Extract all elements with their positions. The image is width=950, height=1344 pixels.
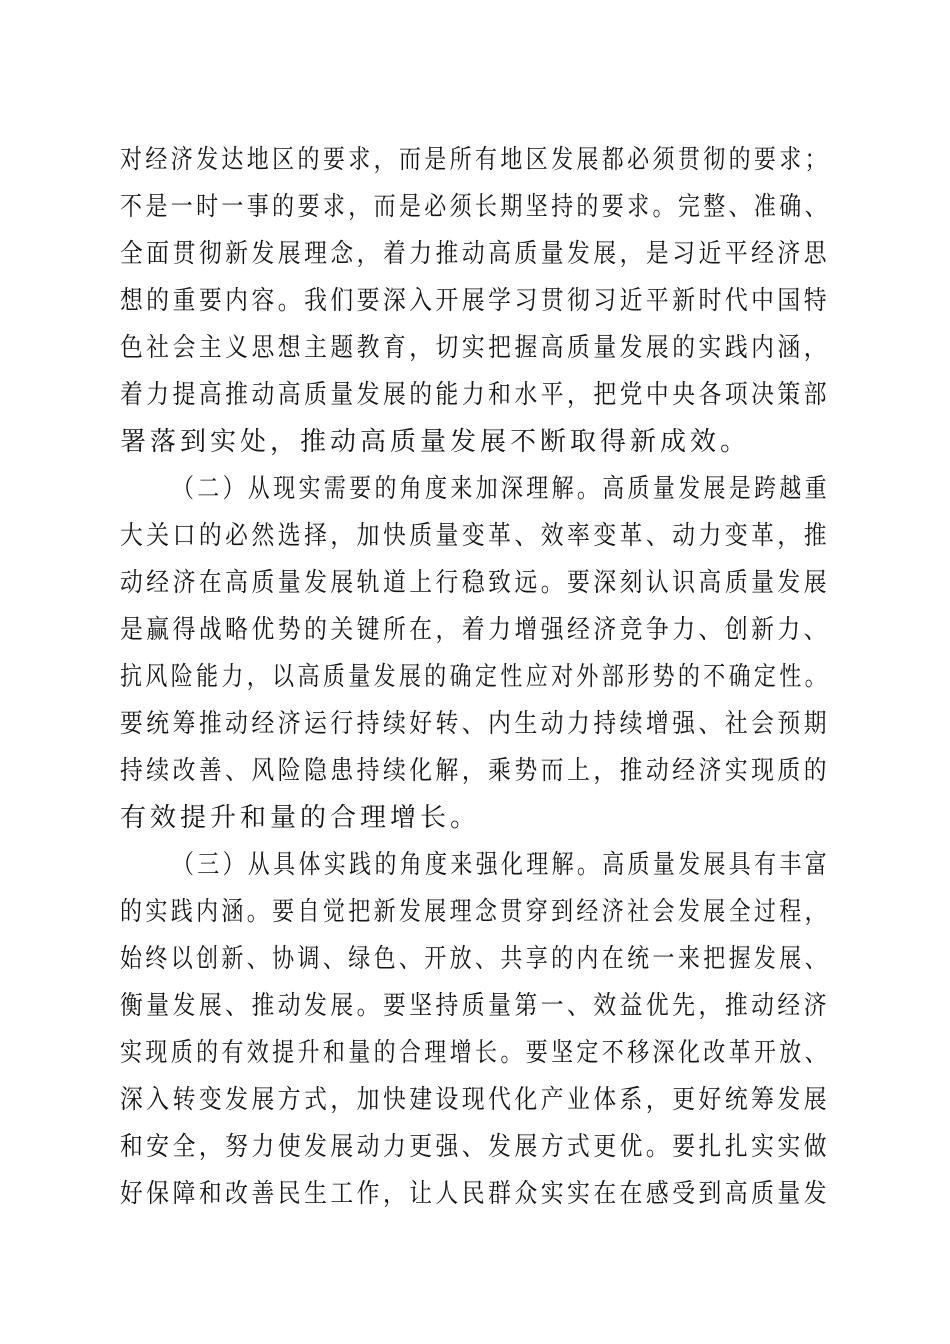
text-line: 大关口的必然选择，加快质量变革、效率变革、动力变革，推 <box>120 521 831 551</box>
text-line: 抗风险能力，以高质量发展的确定性应对外部形势的不确定性。 <box>120 662 831 692</box>
text-line: 持续改善、风险隐患持续化解，乘势而上，推动经济实现质的 <box>120 756 831 786</box>
text-line: 好保障和改善民生工作，让人民群众实实在在感受到高质量发 <box>120 1179 831 1209</box>
text-line: 的实践内涵。要自觉把新发展理念贯穿到经济社会发展全过程， <box>120 897 831 927</box>
text-line: 想的重要内容。我们要深入开展学习贯彻习近平新时代中国特 <box>120 286 831 316</box>
text-line: 实现质的有效提升和量的合理增长。要坚定不移深化改革开放、 <box>120 1038 831 1068</box>
text-line: 对经济发达地区的要求，而是所有地区发展都必须贯彻的要求； <box>120 145 831 175</box>
text-line: 始终以创新、协调、绿色、开放、共享的内在统一来把握发展、 <box>120 944 831 974</box>
text-line: 和安全，努力使发展动力更强、发展方式更优。要扎扎实实做 <box>120 1132 831 1162</box>
text-line: 有效提升和量的合理增长。 <box>120 803 481 833</box>
section-heading-line: （三）从具体实践的角度来强化理解。高质量发展具有丰富 <box>172 850 831 880</box>
text-line: 色社会主义思想主题教育，切实把握高质量发展的实践内涵， <box>120 333 831 363</box>
section-heading-line: （二）从现实需要的角度来加深理解。高质量发展是跨越重 <box>172 474 831 504</box>
text-line: 全面贯彻新发展理念，着力推动高质量发展，是习近平经济思 <box>120 239 831 269</box>
text-line: 衡量发展、推动发展。要坚持质量第一、效益优先，推动经济 <box>120 991 831 1021</box>
text-line: 署落到实处，推动高质量发展不断取得新成效。 <box>120 427 751 457</box>
text-line: 是赢得战略优势的关键所在，着力增强经济竞争力、创新力、 <box>120 615 831 645</box>
text-line: 深入转变发展方式，加快建设现代化产业体系，更好统筹发展 <box>120 1085 831 1115</box>
text-line: 要统筹推动经济运行持续好转、内生动力持续增强、社会预期 <box>120 709 831 739</box>
text-line: 动经济在高质量发展轨道上行稳致远。要深刻认识高质量发展 <box>120 568 831 598</box>
text-line: 不是一时一事的要求，而是必须长期坚持的要求。完整、准确、 <box>120 192 831 222</box>
text-line: 着力提高推动高质量发展的能力和水平，把党中央各项决策部 <box>120 380 831 410</box>
